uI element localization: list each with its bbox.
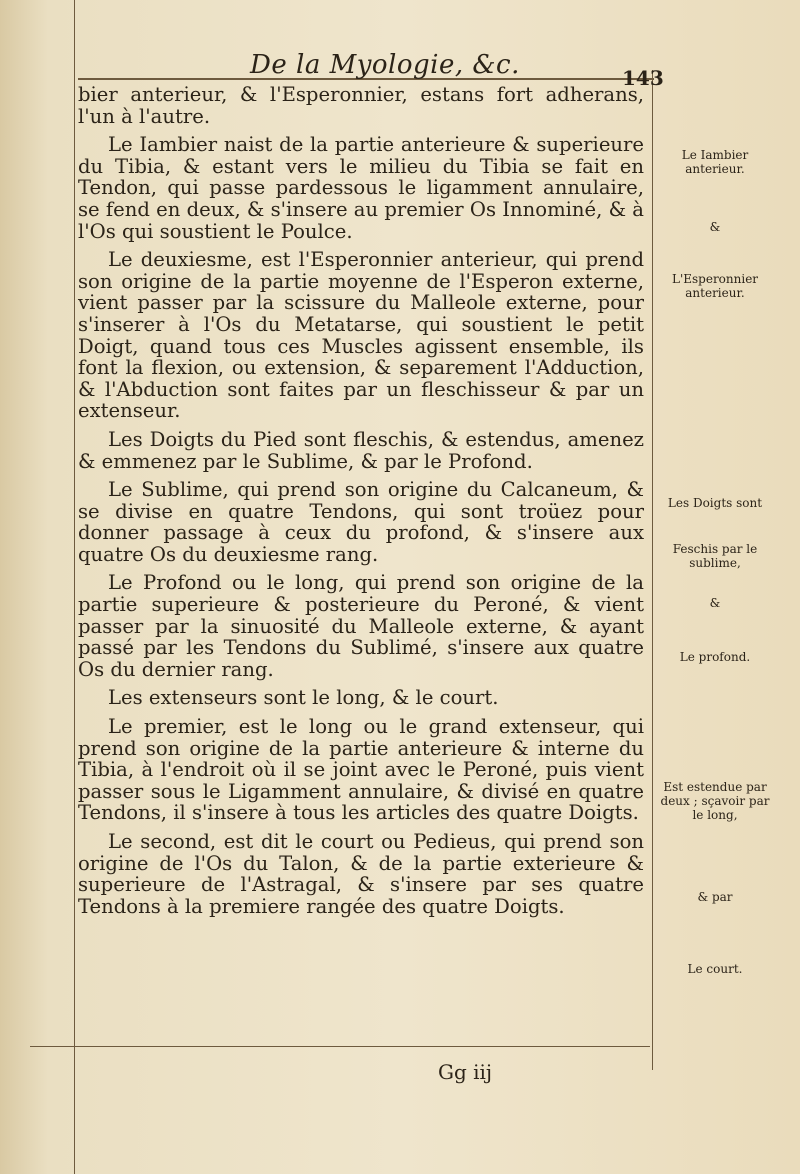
bottom-rule: [30, 1046, 650, 1047]
margin-note: Le court.: [687, 962, 743, 976]
margin-column-rule: [652, 70, 653, 1070]
page-number: 143: [622, 66, 664, 90]
margin-note: &: [709, 220, 721, 234]
paragraph: Les extenseurs sont le long, & le court.: [108, 686, 499, 710]
margin-note: Le Iambier anterieur.: [681, 148, 749, 176]
margin-note: Feschis par le sublime,: [672, 542, 758, 570]
paragraph: Le Sublime, qui prend son origine du Calcaneum, & se divise en quatre Tendons, qui sont troüez pour donner passage à ceux du profond, & s'insere aux quatre Os du deuxiesme rang.: [78, 478, 644, 566]
paragraph: Le Profond ou le long, qui prend son origine de la partie superieure & posterieure du Peroné, & vient passer par la sinuosité du Malleole externe, & ayant passé par les Tendons du Sublimé, s'insere aux quatre Os du dernier rang.: [78, 571, 644, 681]
margin-note: Le profond.: [679, 650, 751, 664]
paragraph: Le Iambier naist de la partie anterieure & superieure du Tibia, & estant vers le milieu du Tibia se fait en Tendon, qui passe pardessous le ligamment annulaire, se fend en deux, & s'insere au premier Os Innominé, & à l'Os qui soustient le Poulce.: [78, 133, 644, 243]
margin-note: Est estendue par deux ; sçavoir par le long,: [660, 780, 770, 822]
margin-note: & par: [697, 890, 733, 904]
signature-mark: Gg iij: [438, 1060, 493, 1084]
paragraph: Le premier, est le long ou le grand extenseur, qui prend son origine de la partie anterieure & interne du Tibia, à l'endroit où il se joint avec le Peroné, puis vient passer sous le Ligamment annulaire, & divisé en quatre Tendons, il s'insere à tous les articles des quatre Doigts.: [78, 715, 644, 825]
paragraph: Le deuxiesme, est l'Esperonnier anterieur, qui prend son origine de la partie moyenne de l'Esperon externe, vient passer par la scissure du Malleole externe, pour s'inserer à l'Os du Metatarse, qui soustient le petit Doigt, quand tous ces Muscles agissent ensemble, ils font la flexion, ou extension, & separement l'Adduction, & l'Abduction sont faites par un fleschisseur & par un extenseur.: [78, 248, 644, 423]
margin-note: L'Esperonnier anterieur.: [671, 272, 759, 300]
left-column-rule: [74, 0, 75, 1174]
paragraph: bier anterieur, & l'Esperonnier, estans fort adherans, l'un à l'autre.: [78, 83, 644, 128]
main-text: [78, 84, 644, 924]
running-head: De la Myologie, &c.: [250, 50, 520, 80]
paragraph: Le second, est dit le court ou Pedieus, qui prend son origine de l'Os du Talon, & de la partie exterieure & superieure de l'Astragal, & s'insere par ses quatre Tendons à la premiere rangée des quatre Doigts.: [78, 830, 644, 918]
paragraph: Les Doigts du Pied sont fleschis, & estendus, amenez & emmenez par le Sublime, & par le Profond.: [78, 427, 644, 473]
margin-note: &: [709, 596, 721, 610]
margin-note: Les Doigts sont: [667, 496, 763, 510]
